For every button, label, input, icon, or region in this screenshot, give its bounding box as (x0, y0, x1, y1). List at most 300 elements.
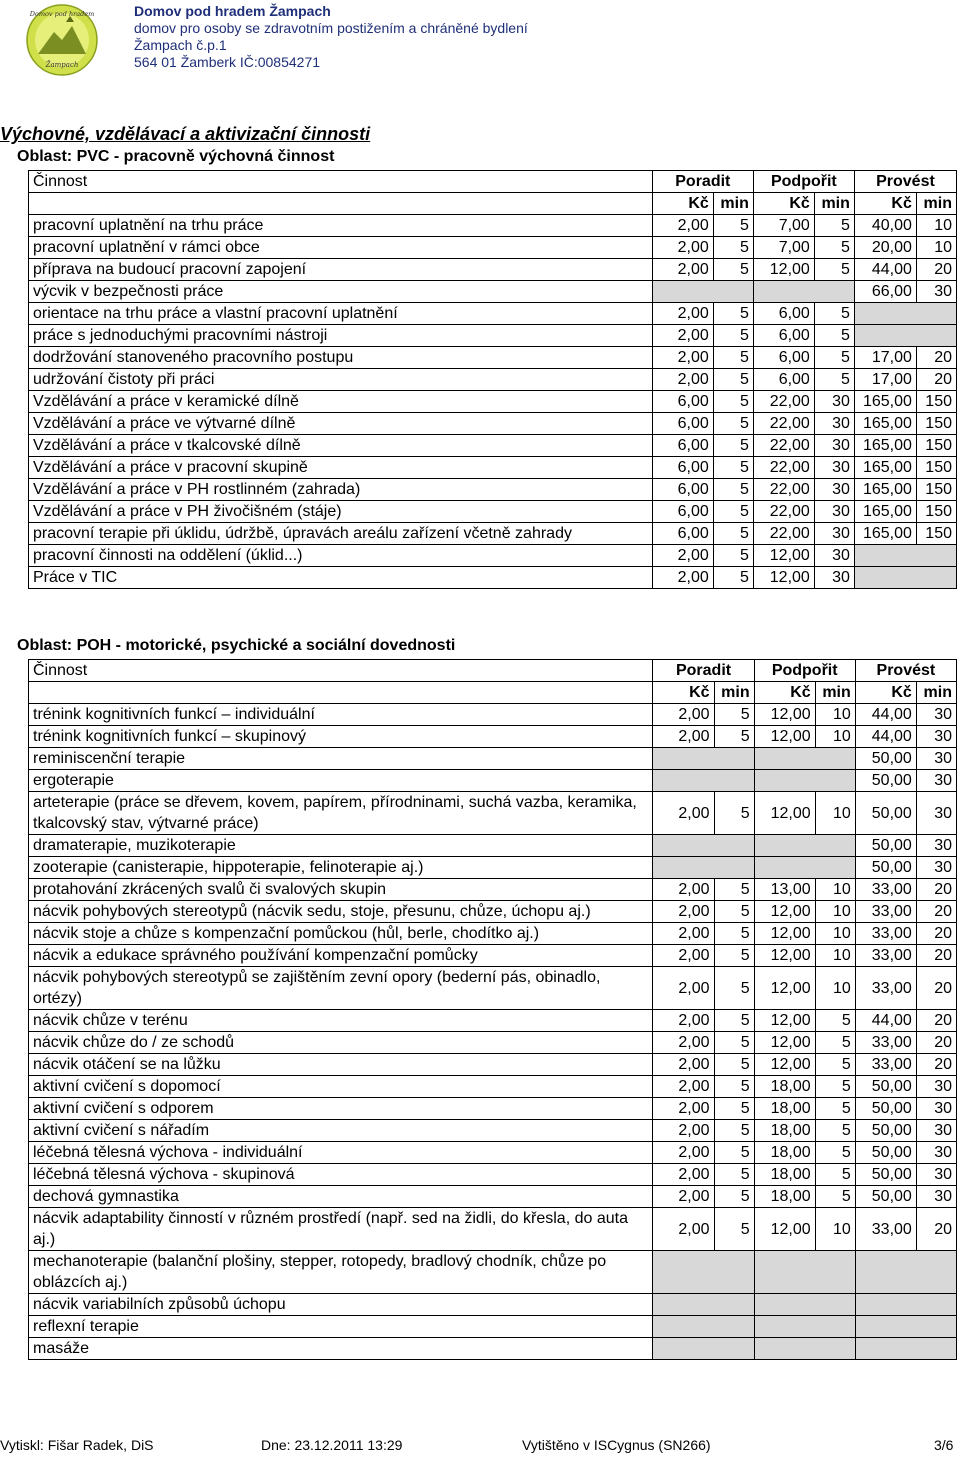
time-min: 20 (916, 1010, 956, 1032)
time-min: 5 (815, 1098, 855, 1120)
time-min: 150 (916, 391, 956, 413)
table-row (29, 435, 957, 457)
price-kc: 165,00 (854, 523, 916, 545)
column-subheader-blank (29, 193, 653, 215)
time-min: 5 (814, 215, 854, 237)
price-kc: 6,00 (652, 501, 713, 523)
price-kc: 33,00 (855, 945, 916, 967)
column-subheader-kc: Kč (854, 193, 916, 215)
time-min: 5 (713, 237, 753, 259)
time-min: 30 (916, 835, 956, 857)
price-kc: 22,00 (753, 523, 814, 545)
price-kc: 12,00 (754, 945, 815, 967)
table-row (29, 879, 957, 901)
time-min: 10 (815, 901, 855, 923)
time-min: 10 (815, 704, 855, 726)
price-kc: 6,00 (753, 325, 814, 347)
table-row (29, 281, 957, 303)
activities-table-poh (28, 659, 957, 1360)
activity-name: mechanoterapie (balanční plošiny, stepper, rotopedy, bradlový chodník, chůze po oblázcích aj.) (29, 1251, 653, 1294)
column-subheader-min: min (916, 193, 956, 215)
time-min: 5 (815, 1032, 855, 1054)
time-min: 30 (814, 413, 854, 435)
price-kc: 50,00 (855, 835, 916, 857)
activity-name: Práce v TIC (29, 567, 653, 589)
price-kc: 2,00 (652, 303, 713, 325)
price-kc: 50,00 (855, 1186, 916, 1208)
activity-name: masáže (29, 1338, 653, 1360)
price-kc: 18,00 (754, 1164, 815, 1186)
activities-table-pvc (28, 170, 957, 589)
activity-name: nácvik pohybových stereotypů (nácvik sedu, stoje, přesunu, chůze, úchopu aj.) (29, 901, 653, 923)
empty-cell (754, 1251, 855, 1294)
activity-name: pracovní terapie při úklidu, údržbě, úpravách areálu zařízení včetně zahrady (29, 523, 653, 545)
column-header-poradit: Poradit (653, 660, 754, 682)
price-kc: 2,00 (653, 1186, 714, 1208)
price-kc: 22,00 (753, 413, 814, 435)
price-kc: 165,00 (854, 413, 916, 435)
column-header-provest: Provést (855, 660, 956, 682)
price-kc: 44,00 (854, 259, 916, 281)
price-kc: 12,00 (754, 1010, 815, 1032)
time-min: 10 (916, 215, 956, 237)
time-min: 30 (916, 1098, 956, 1120)
price-kc: 50,00 (855, 1164, 916, 1186)
price-kc: 50,00 (855, 748, 916, 770)
time-min: 30 (814, 457, 854, 479)
price-kc: 165,00 (854, 501, 916, 523)
activity-name: zooterapie (canisterapie, hippoterapie, felinoterapie aj.) (29, 857, 653, 879)
empty-cell (754, 835, 855, 857)
time-min: 5 (714, 1142, 754, 1164)
empty-cell (855, 1251, 956, 1294)
price-kc: 165,00 (854, 457, 916, 479)
time-min: 5 (714, 879, 754, 901)
time-min: 20 (916, 1208, 956, 1251)
activity-name: práce s jednoduchými pracovními nástroji (29, 325, 653, 347)
price-kc: 12,00 (753, 567, 814, 589)
table-row (29, 457, 957, 479)
footer-printed-by: Vytiskl: Fišar Radek, DiS (0, 1437, 154, 1453)
price-kc: 22,00 (753, 479, 814, 501)
table-row (29, 1120, 957, 1142)
price-kc: 2,00 (653, 792, 714, 835)
price-kc: 18,00 (754, 1186, 815, 1208)
activity-name: Vzdělávání a práce ve výtvarné dílně (29, 413, 653, 435)
time-min: 5 (814, 369, 854, 391)
time-min: 5 (714, 945, 754, 967)
table-row (29, 923, 957, 945)
empty-cell (653, 835, 754, 857)
activity-name: léčebná tělesná výchova - skupinová (29, 1164, 653, 1186)
time-min: 30 (916, 770, 956, 792)
column-subheader-kc: Kč (652, 193, 713, 215)
footer-date: Dne: 23.12.2011 13:29 (261, 1437, 403, 1453)
price-kc: 20,00 (854, 237, 916, 259)
price-kc: 22,00 (753, 501, 814, 523)
time-min: 5 (713, 435, 753, 457)
price-kc: 2,00 (653, 726, 714, 748)
activity-name: reflexní terapie (29, 1316, 653, 1338)
table-row (29, 391, 957, 413)
time-min: 5 (713, 259, 753, 281)
activity-name: Vzdělávání a práce v tkalcovské dílně (29, 435, 653, 457)
price-kc: 17,00 (854, 347, 916, 369)
activity-name: dechová gymnastika (29, 1186, 653, 1208)
price-kc: 12,00 (754, 923, 815, 945)
table-row (29, 1032, 957, 1054)
time-min: 5 (714, 704, 754, 726)
time-min: 30 (814, 391, 854, 413)
activity-name: orientace na trhu práce a vlastní pracovní uplatnění (29, 303, 653, 325)
price-kc: 2,00 (653, 1098, 714, 1120)
time-min: 10 (916, 237, 956, 259)
time-min: 5 (714, 1054, 754, 1076)
table-row (29, 1208, 957, 1251)
organization-address-2: 564 01 Žamberk IČ:00854271 (134, 54, 321, 70)
price-kc: 6,00 (753, 369, 814, 391)
time-min: 20 (916, 901, 956, 923)
table-row (29, 259, 957, 281)
time-min: 20 (916, 879, 956, 901)
time-min: 20 (916, 347, 956, 369)
price-kc: 12,00 (754, 1032, 815, 1054)
column-header-activity: Činnost (29, 660, 653, 682)
time-min: 30 (916, 704, 956, 726)
empty-cell (753, 281, 854, 303)
activity-name: ergoterapie (29, 770, 653, 792)
price-kc: 50,00 (855, 770, 916, 792)
column-subheader-min: min (814, 193, 854, 215)
svg-text:Domov pod hradem: Domov pod hradem (29, 10, 95, 18)
price-kc: 18,00 (754, 1076, 815, 1098)
time-min: 30 (916, 726, 956, 748)
price-kc: 22,00 (753, 435, 814, 457)
time-min: 10 (815, 967, 855, 1010)
section-title: Výchovné, vzdělávací a aktivizační činnosti (0, 124, 371, 144)
activity-name: Vzdělávání a práce v PH rostlinném (zahrada) (29, 479, 653, 501)
activity-name: pracovní činnosti na oddělení (úklid...) (29, 545, 653, 567)
footer-page: 3/6 (934, 1437, 954, 1453)
table-row (29, 545, 957, 567)
time-min: 5 (713, 347, 753, 369)
price-kc: 2,00 (653, 1054, 714, 1076)
price-kc: 7,00 (753, 237, 814, 259)
table-row (29, 1054, 957, 1076)
empty-cell (854, 303, 956, 325)
time-min: 5 (714, 967, 754, 1010)
time-min: 5 (714, 923, 754, 945)
price-kc: 165,00 (854, 479, 916, 501)
time-min: 30 (916, 281, 956, 303)
price-kc: 33,00 (855, 879, 916, 901)
time-min: 5 (815, 1142, 855, 1164)
column-header-provest: Provést (854, 171, 956, 193)
document-header (0, 0, 960, 80)
time-min: 5 (815, 1186, 855, 1208)
activity-name: trénink kognitivních funkcí – skupinový (29, 726, 653, 748)
time-min: 5 (714, 1076, 754, 1098)
time-min: 30 (814, 435, 854, 457)
activity-name: Vzdělávání a práce v PH živočišném (stáje) (29, 501, 653, 523)
price-kc: 13,00 (754, 879, 815, 901)
activity-name: pracovní uplatnění na trhu práce (29, 215, 653, 237)
table-row (29, 215, 957, 237)
activity-name: arteterapie (práce se dřevem, kovem, papírem, přírodninami, suchá vazba, keramika, tkalcovský stav, výtvarné práce) (29, 792, 653, 835)
activity-name: nácvik adaptability činností v různém prostředí (např. sed na židli, do křesla, do auta aj.) (29, 1208, 653, 1251)
time-min: 20 (916, 1054, 956, 1076)
time-min: 5 (714, 726, 754, 748)
table-row (29, 501, 957, 523)
time-min: 30 (916, 792, 956, 835)
time-min: 5 (714, 792, 754, 835)
time-min: 30 (916, 1142, 956, 1164)
time-min: 20 (916, 259, 956, 281)
table-row (29, 857, 957, 879)
table-row (29, 1316, 957, 1338)
empty-cell (653, 748, 754, 770)
price-kc: 33,00 (855, 923, 916, 945)
activity-name: Vzdělávání a práce v keramické dílně (29, 391, 653, 413)
price-kc: 2,00 (652, 545, 713, 567)
table-row (29, 770, 957, 792)
price-kc: 2,00 (653, 923, 714, 945)
empty-cell (653, 1251, 754, 1294)
svg-text:Žampach: Žampach (45, 61, 79, 69)
price-kc: 2,00 (652, 237, 713, 259)
price-kc: 6,00 (753, 303, 814, 325)
time-min: 10 (815, 792, 855, 835)
time-min: 5 (814, 347, 854, 369)
price-kc: 6,00 (652, 435, 713, 457)
time-min: 5 (815, 1164, 855, 1186)
table-header-row (29, 171, 957, 193)
table-row (29, 1164, 957, 1186)
column-header-poradit: Poradit (652, 171, 753, 193)
price-kc: 6,00 (652, 413, 713, 435)
price-kc: 44,00 (855, 704, 916, 726)
time-min: 5 (713, 545, 753, 567)
activity-name: nácvik chůze do / ze schodů (29, 1032, 653, 1054)
price-kc: 12,00 (754, 704, 815, 726)
price-kc: 12,00 (754, 1054, 815, 1076)
table-row (29, 1186, 957, 1208)
empty-cell (854, 545, 956, 567)
column-header-activity: Činnost (29, 171, 653, 193)
price-kc: 2,00 (652, 369, 713, 391)
time-min: 5 (713, 391, 753, 413)
price-kc: 2,00 (652, 215, 713, 237)
time-min: 5 (713, 413, 753, 435)
time-min: 5 (815, 1120, 855, 1142)
activity-name: nácvik pohybových stereotypů se zajištěním zevní opory (bederní pás, obinadlo, ortézy) (29, 967, 653, 1010)
column-subheader-kc: Kč (753, 193, 814, 215)
price-kc: 6,00 (753, 347, 814, 369)
price-kc: 2,00 (653, 1010, 714, 1032)
empty-cell (653, 1338, 754, 1360)
empty-cell (855, 1316, 956, 1338)
time-min: 30 (814, 479, 854, 501)
area-title-poh: Oblast: POH - motorické, psychické a sociální dovednosti (17, 637, 456, 654)
table-subheader-row (29, 682, 957, 704)
organization-logo (26, 4, 98, 76)
time-min: 20 (916, 369, 956, 391)
empty-cell (754, 1338, 855, 1360)
table-subheader-row (29, 193, 957, 215)
price-kc: 2,00 (653, 1032, 714, 1054)
price-kc: 17,00 (854, 369, 916, 391)
price-kc: 50,00 (855, 1120, 916, 1142)
column-subheader-min: min (713, 193, 753, 215)
table-row (29, 1294, 957, 1316)
time-min: 5 (713, 501, 753, 523)
empty-cell (653, 770, 754, 792)
table-header-row (29, 660, 957, 682)
activity-name: nácvik a edukace správného používání kompenzační pomůcky (29, 945, 653, 967)
activity-name: nácvik variabilních způsobů úchopu (29, 1294, 653, 1316)
price-kc: 2,00 (652, 347, 713, 369)
table-row (29, 945, 957, 967)
price-kc: 33,00 (855, 1208, 916, 1251)
price-kc: 6,00 (652, 457, 713, 479)
time-min: 5 (714, 1186, 754, 1208)
column-subheader-kc: Kč (653, 682, 714, 704)
activity-name: výcvik v bezpečnosti práce (29, 281, 653, 303)
price-kc: 22,00 (753, 457, 814, 479)
time-min: 150 (916, 457, 956, 479)
time-min: 20 (916, 1032, 956, 1054)
empty-cell (855, 1338, 956, 1360)
price-kc: 18,00 (754, 1120, 815, 1142)
table-row (29, 523, 957, 545)
table-row (29, 325, 957, 347)
organization-subtitle: domov pro osoby se zdravotním postižením a chráněné bydlení (134, 20, 528, 36)
activity-name: příprava na budoucí pracovní zapojení (29, 259, 653, 281)
price-kc: 33,00 (855, 967, 916, 1010)
time-min: 10 (815, 923, 855, 945)
table-row (29, 479, 957, 501)
time-min: 5 (713, 215, 753, 237)
table-row (29, 704, 957, 726)
price-kc: 40,00 (854, 215, 916, 237)
column-subheader-min: min (815, 682, 855, 704)
price-kc: 18,00 (754, 1142, 815, 1164)
price-kc: 50,00 (855, 792, 916, 835)
empty-cell (754, 1294, 855, 1316)
column-subheader-min: min (916, 682, 956, 704)
time-min: 5 (815, 1076, 855, 1098)
activity-name: udržování čistoty při práci (29, 369, 653, 391)
price-kc: 165,00 (854, 391, 916, 413)
time-min: 5 (714, 1164, 754, 1186)
footer-system: Vytištěno v ISCygnus (SN266) (522, 1437, 711, 1453)
table-row (29, 967, 957, 1010)
time-min: 5 (814, 303, 854, 325)
time-min: 5 (815, 1010, 855, 1032)
time-min: 5 (713, 479, 753, 501)
activity-name: nácvik otáčení se na lůžku (29, 1054, 653, 1076)
time-min: 30 (814, 523, 854, 545)
price-kc: 12,00 (753, 545, 814, 567)
price-kc: 12,00 (754, 792, 815, 835)
activity-name: aktivní cvičení s dopomocí (29, 1076, 653, 1098)
price-kc: 2,00 (653, 1142, 714, 1164)
column-header-podporit: Podpořit (754, 660, 855, 682)
empty-cell (754, 748, 855, 770)
table-row (29, 835, 957, 857)
price-kc: 2,00 (653, 1164, 714, 1186)
activity-name: nácvik stoje a chůze s kompenzační pomůckou (hůl, berle, chodítko aj.) (29, 923, 653, 945)
time-min: 5 (714, 1032, 754, 1054)
price-kc: 6,00 (652, 523, 713, 545)
table-row (29, 901, 957, 923)
table-row (29, 413, 957, 435)
time-min: 5 (814, 259, 854, 281)
column-subheader-kc: Kč (855, 682, 916, 704)
organization-name: Domov pod hradem Žampach (134, 3, 331, 19)
price-kc: 6,00 (652, 391, 713, 413)
price-kc: 33,00 (855, 1032, 916, 1054)
time-min: 150 (916, 501, 956, 523)
price-kc: 2,00 (652, 325, 713, 347)
activity-name: protahování zkrácených svalů či svalových skupin (29, 879, 653, 901)
time-min: 150 (916, 523, 956, 545)
price-kc: 50,00 (855, 1098, 916, 1120)
time-min: 5 (714, 901, 754, 923)
table-row (29, 567, 957, 589)
price-kc: 44,00 (855, 726, 916, 748)
price-kc: 50,00 (855, 1142, 916, 1164)
table-row (29, 303, 957, 325)
price-kc: 50,00 (855, 1076, 916, 1098)
time-min: 5 (713, 303, 753, 325)
price-kc: 6,00 (652, 479, 713, 501)
empty-cell (854, 567, 956, 589)
time-min: 20 (916, 923, 956, 945)
time-min: 5 (713, 325, 753, 347)
price-kc: 165,00 (854, 435, 916, 457)
price-kc: 2,00 (653, 945, 714, 967)
activity-name: aktivní cvičení s nářadím (29, 1120, 653, 1142)
table-row (29, 1338, 957, 1360)
time-min: 30 (814, 501, 854, 523)
time-min: 5 (814, 237, 854, 259)
table-row (29, 237, 957, 259)
column-header-podporit: Podpořit (753, 171, 854, 193)
price-kc: 33,00 (855, 901, 916, 923)
time-min: 10 (815, 879, 855, 901)
time-min: 5 (713, 369, 753, 391)
price-kc: 2,00 (653, 704, 714, 726)
table-row (29, 369, 957, 391)
empty-cell (653, 857, 754, 879)
time-min: 30 (916, 1076, 956, 1098)
activity-name: aktivní cvičení s odporem (29, 1098, 653, 1120)
price-kc: 12,00 (754, 967, 815, 1010)
empty-cell (854, 325, 956, 347)
time-min: 30 (916, 1164, 956, 1186)
empty-cell (754, 770, 855, 792)
area-title-pvc: Oblast: PVC - pracovně výchovná činnost (17, 148, 335, 165)
column-subheader-kc: Kč (754, 682, 815, 704)
time-min: 20 (916, 945, 956, 967)
activity-name: reminiscenční terapie (29, 748, 653, 770)
table-row (29, 748, 957, 770)
price-kc: 2,00 (653, 901, 714, 923)
table-row (29, 1010, 957, 1032)
time-min: 30 (814, 545, 854, 567)
time-min: 5 (713, 567, 753, 589)
